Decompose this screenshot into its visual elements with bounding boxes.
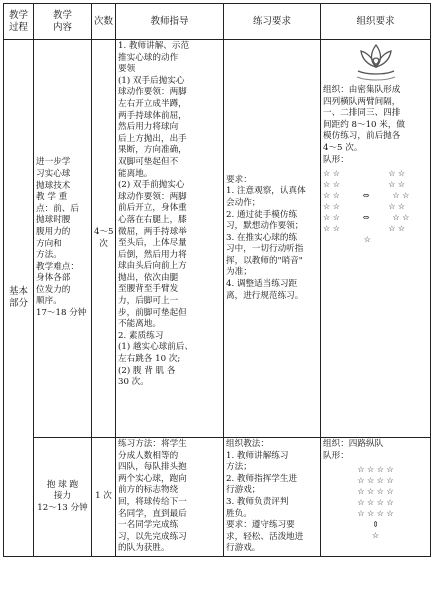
teacher-line: 回，将球传给下一 [118,496,187,507]
row1-formation [323,168,428,245]
practice-line: 求，轻松、活泼地进 [226,531,304,542]
practice-line: 习中，一切行动听指 [226,244,304,255]
teacher-line: 一名同学完成练 [118,520,179,531]
row1-content [34,40,92,438]
content-line: 17～18 分钟 [36,308,87,319]
row1-practice [224,40,321,438]
practice-line: 习，默想动作要领； [226,221,304,232]
content-line: 进一步学 [36,157,71,168]
row2-formation [323,464,428,541]
teacher-line: 左右跳各 10 次; [118,354,181,365]
teacher-line: 心落在右腿上，膝 [118,214,187,225]
table-row [4,438,431,557]
organization-line: 四列横队两臂间隔， [323,96,401,107]
formation-row: ☆ ☆ ☆ ☆ [357,476,394,486]
content-line: 方法。 [36,250,62,261]
content-line: 腹用力的 [36,226,71,237]
teacher-line: 力，后脚可上一 [118,296,179,307]
formation-row: ☆ ☆ ⇔ ☆ ☆ [323,213,410,223]
row2-organization [321,438,431,557]
organization-line: 4～5 次。 [323,142,363,153]
formation-row: ☆ ☆ ☆ ☆ [323,224,406,234]
header-phase: 教学 过程 [4,4,34,40]
content-line: 抛球时腰 [36,215,71,226]
teacher-line: 至头后，上体尽量 [118,238,187,249]
row1-organization [321,40,431,438]
content-line: 方向和 [36,238,62,249]
teacher-line: 然后用力将球向 [118,122,179,133]
practice-line: 3. 教师负责评判 [226,496,289,507]
organization-line: 组织：由密集队形成 [323,85,401,95]
practice-line: 挥，以教师的"哨音" [226,255,303,266]
row2-content [34,438,92,557]
content-line: 抱 球 跑 [46,479,79,490]
practice-line: 1. 教师讲解练习 [226,450,289,461]
formation-row: ☆ [323,235,371,245]
teacher-line: 后倒，然后用力将 [118,249,187,260]
header-practice: 练习要求 [224,4,321,40]
content-line: 点：前、后 [36,203,79,214]
table-row [4,40,431,438]
organization-line: 队形： [323,154,349,165]
teacher-line: 2. 素质练习 [118,330,164,341]
practice-line: 为准； [226,267,252,278]
formation-row: ☆ ☆ ☆ ☆ [323,169,406,179]
teacher-line: (1) 越实心球前后、 [118,342,194,353]
teacher-line: 抛出，依次由腿 [118,272,179,283]
formation-row: ⇕ [372,520,379,530]
formation-row: ☆ ☆ ☆ ☆ [357,487,394,497]
practice-line: 离，进行规范练习。 [226,290,304,301]
practice-line: 1. 注意观察，认真体 [226,186,306,197]
practice-line: 行游戏。 [226,543,261,554]
formation-row: ☆ ☆ ⇔ ☆ ☆ [323,191,410,201]
header-organization: 组织要求 [321,4,431,40]
teacher-line: 两手持球体前屈， [118,110,187,121]
formation-row: ☆ ☆ ☆ ☆ [323,180,406,190]
teacher-line: 两个实心球，跑向 [118,473,187,484]
teacher-line: 后上方抛出，出手 [118,133,187,144]
teacher-line: (1) 双手后抛实心 [118,75,185,86]
content-line: 习实心球 [36,168,71,179]
practice-line: 要求： [226,174,252,185]
content-line: 接力 [53,491,72,502]
row1-count: 4～5 次 [92,40,116,438]
formation-row: ☆ ☆ ☆ ☆ [357,509,394,519]
content-line: 教 学 重 [36,192,68,203]
practice-line: 胜负。 [226,508,252,519]
organization-line: 间距约 8～10 米，做 [323,119,406,130]
teacher-line: 推实心球的动作 [118,52,179,63]
content-line: 位发力的 [36,284,71,295]
content-line: 顺序。 [36,296,62,307]
teacher-line: (2) 腹 背 肌 各 [118,365,176,376]
teacher-line: 球动作要领：两脚 [118,191,187,202]
organization-line: 模仿练习，前后抛各 [323,131,401,142]
teacher-line: 球由头后向前上方 [118,261,187,272]
teacher-line: 能离地。 [118,168,153,179]
teacher-line: 球动作要领：两脚 [118,87,187,98]
practice-line: 组织教法： [226,439,269,449]
teacher-line: 不能离地。 [118,319,161,330]
header-count: 次数 [92,4,116,40]
section-label: 基本部分 [4,40,34,557]
formation-row: ☆ [371,531,380,541]
teacher-line: 1. 教师讲解、示范 [118,41,190,51]
teacher-line: 前方的标志物绕 [118,485,179,496]
teacher-line: 30 次。 [118,377,149,388]
row2-teacher [116,438,224,557]
teacher-line: (2) 双手前抛实心 [118,180,185,191]
practice-line: 2. 通过徒手模仿练 [226,209,298,220]
practice-line: 行游戏； [226,485,261,496]
teacher-line: 习，以先完成练习 [118,531,187,542]
practice-line: 3. 在推实心球的练 [226,232,298,243]
practice-line: 2. 教师指挥学生进 [226,473,298,484]
teacher-line: 果断，方向准确， [118,145,187,156]
practice-line: 4. 调整适当练习距 [226,279,298,290]
header-row [4,4,431,40]
content-line: 12～13 分钟 [37,502,88,513]
formation-row: ☆ ☆ ☆ ☆ [357,498,394,508]
teacher-line: 微屈，两手持球举 [118,226,187,237]
teacher-line: 名同学，直到最后 [118,508,187,519]
row1-teacher [116,40,224,438]
teacher-line: 四队，每队排头抱 [118,462,187,473]
content-line: 教学难点： [36,261,79,272]
lotus-logo-icon [353,41,399,81]
row2-practice [224,438,321,557]
practice-line: 方法； [226,462,252,473]
header-content: 教学 内容 [34,4,92,40]
organization-line: 队形： [323,450,349,461]
lesson-plan-table [3,3,431,557]
teacher-line: 练习方法：将学生 [118,439,187,449]
teacher-line: 要领 [118,64,136,75]
content-line: 身体各部 [36,273,71,284]
practice-line: 要求：遵守练习要 [226,520,295,531]
organization-line: 组织：四路纵队 [323,439,384,449]
row2-count: 1 次 [92,438,116,557]
organization-line: 一、二排同三、四排 [323,108,401,119]
teacher-line: 前后开立，身体重 [118,203,187,214]
teacher-line: 双脚可垫起但不 [118,156,179,167]
formation-row: ☆ ☆ ☆ ☆ [323,202,406,212]
teacher-line: 至腰背至手臂发 [118,284,179,295]
header-teacher: 教师指导 [116,4,224,40]
teacher-line: 步，前脚可垫起但 [118,307,187,318]
content-line: 抛球技术 [36,180,71,191]
teacher-line: 左右开立成半蹲， [118,98,187,109]
practice-line: 会动作； [226,197,261,208]
formation-row: ☆ ☆ ☆ ☆ [357,465,394,475]
teacher-line: 的队为获胜。 [118,543,170,554]
teacher-line: 分成人数相等的 [118,450,179,461]
